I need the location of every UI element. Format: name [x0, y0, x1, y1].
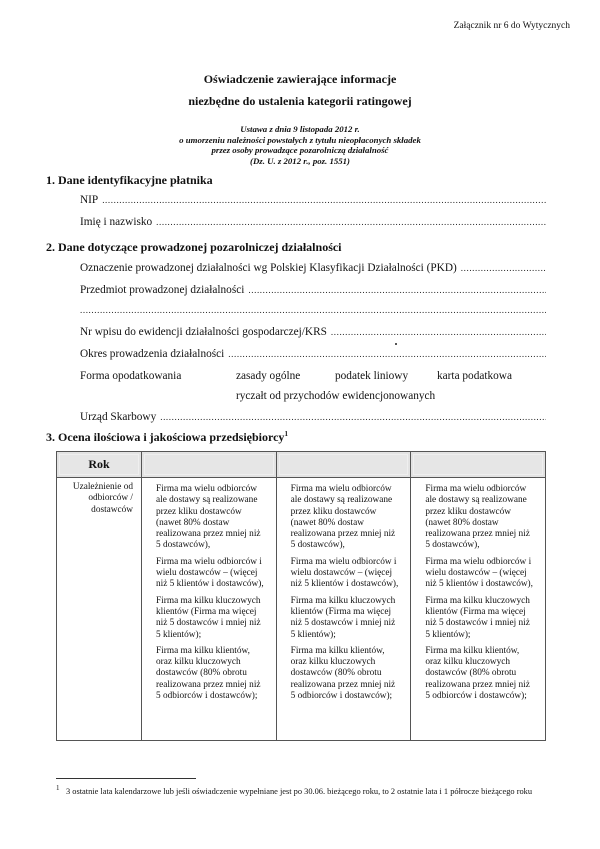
pkd-input-line[interactable]: [461, 263, 546, 273]
name-field[interactable]: [80, 216, 546, 228]
option-many-customers-few-suppliers[interactable]: Firma ma wielu odbiorców ale dostawy są realizowane przez kliku dostawców (nawet 80% dostaw realizowana przez mniej niż 5 dostawców),: [290, 484, 396, 551]
option-many-customers-many-suppliers[interactable]: Firma ma wielu odbiorców i wielu dostawców – (więcej niż 5 klientów i dostawców),: [425, 556, 533, 590]
pkd-label: Oznaczenie prowadzonej działalności wg Polskiej Klasyfikacji Działalności (PKD): [80, 262, 457, 274]
footnote-mark: 1: [56, 784, 60, 792]
name-input-line[interactable]: [156, 217, 546, 227]
business-subject-continuation-line[interactable]: [80, 305, 546, 315]
stray-mark: [395, 343, 397, 345]
tax-office-input-line[interactable]: [160, 412, 546, 422]
option-many-customers-many-suppliers[interactable]: Firma ma wielu odbiorców i wielu dostawców – (więcej niż 5 klientów i dostawców),: [290, 556, 399, 590]
tax-option-lump-sum[interactable]: ryczałt od przychodów ewidencjonowanych: [236, 390, 436, 402]
option-few-customers-key-suppliers[interactable]: Firma ma kilku klientów, oraz kilku kluczowych dostawców (80% obrotu realizowana przez mniej niż 5 odbiorców i dostawców);: [425, 645, 530, 702]
year-cell-3[interactable]: [411, 452, 546, 478]
business-subject-label: Przedmiot prowadzonej działalności: [80, 284, 245, 296]
act-reference-line-2: o umorzeniu należności powstałych z tytułu nieopłaconych składek: [179, 134, 421, 145]
tax-option-tax-card[interactable]: karta podatkowa: [437, 370, 512, 382]
option-many-customers-many-suppliers[interactable]: Firma ma wielu odbiorców i wielu dostawców – (więcej niż 5 klientów i dostawców),: [156, 556, 264, 590]
section-3-heading: [46, 430, 288, 445]
section-1-heading: 1. Dane identyfikacyjne płatnika: [46, 173, 213, 187]
option-few-customers-key-suppliers[interactable]: Firma ma kilku klientów, oraz kilku kluczowych dostawców (80% obrotu realizowana przez mniej niż 5 odbiorców i dostawców);: [290, 645, 396, 702]
registry-number-label: Nr wpisu do ewidencji działalności gospodarczej/KRS: [80, 326, 327, 338]
dependency-row-label: Uzależnienie od odbiorców / dostawców: [57, 478, 142, 741]
nip-label: NIP: [80, 194, 99, 206]
nip-field[interactable]: [80, 194, 546, 206]
document-title-line-1: Oświadczenie zawierające informacje: [203, 72, 397, 86]
footnote-text: 3 ostatnie lata kalendarzowe lub jeśli oświadczenie wypełniane jest po 30.06. bieżącego roku, to 2 ostatnie lata i 1 półrocze bieżącego roku: [66, 787, 533, 796]
registry-number-field[interactable]: [80, 326, 546, 338]
year-header-label: Rok: [88, 456, 110, 471]
table-header-row: [57, 452, 546, 478]
year-header: [57, 452, 142, 478]
business-period-field[interactable]: [80, 348, 546, 360]
option-few-key-customers[interactable]: Firma ma kilku kluczowych klientów (Firma ma więcej niż 5 dostawców i mniej niż 5 klientów);: [290, 595, 396, 640]
tax-option-general[interactable]: zasady ogólne: [236, 370, 301, 382]
document-title-line-2: niezbędne do ustalenia kategorii ratingowej: [188, 94, 412, 108]
year-3-options[interactable]: [411, 478, 546, 741]
footnote-reference: 1: [284, 430, 288, 438]
business-period-input-line[interactable]: [228, 349, 546, 359]
act-reference-line-3: przez osoby prowadzące pozarolniczą działalność: [211, 145, 389, 155]
business-subject-continuation-field[interactable]: [80, 305, 546, 315]
name-label: Imię i nazwisko: [80, 216, 153, 228]
option-few-key-customers[interactable]: Firma ma kilku kluczowych klientów (Firma ma więcej niż 5 dostawców i mniej niż 5 klientów);: [425, 595, 530, 640]
option-many-customers-few-suppliers[interactable]: Firma ma wielu odbiorców ale dostawy są realizowane przez kliku dostawców (nawet 80% dostaw realizowana przez mniej niż 5 dostawców),: [156, 484, 261, 551]
nip-input-line[interactable]: [102, 195, 546, 205]
option-few-key-customers[interactable]: Firma ma kilku kluczowych klientów (Firma ma więcej niż 5 dostawców i mniej niż 5 klientów);: [156, 595, 261, 640]
business-subject-field[interactable]: [80, 284, 546, 296]
section-2-heading: 2. Dane dotyczące prowadzonej pozarolniczej działalności: [46, 240, 342, 254]
option-few-customers-key-suppliers[interactable]: Firma ma kilku klientów, oraz kilku kluczowych dostawców (80% obrotu realizowana przez mniej niż 5 odbiorców i dostawców);: [156, 645, 261, 702]
business-period-label: Okres prowadzenia działalności: [80, 348, 225, 360]
year-cell-2[interactable]: [276, 452, 411, 478]
tax-office-label: Urząd Skarbowy: [80, 411, 157, 423]
pkd-field[interactable]: [80, 262, 546, 274]
option-many-customers-few-suppliers[interactable]: Firma ma wielu odbiorców ale dostawy są realizowane przez kliku dostawców (nawet 80% dostaw realizowana przez mniej niż 5 dostawców),: [425, 484, 530, 551]
business-subject-input-line[interactable]: [248, 285, 546, 295]
year-1-options[interactable]: [142, 478, 277, 741]
act-reference-line-4: (Dz. U. z 2012 r., poz. 1551): [250, 155, 350, 166]
table-row: [57, 478, 546, 741]
annex-label: Załącznik nr 6 do Wytycznych: [453, 21, 570, 31]
act-reference-line-1: Ustawa z dnia 9 listopada 2012 r.: [240, 124, 360, 134]
year-cell-1[interactable]: [142, 452, 277, 478]
footnote-divider: [56, 778, 196, 779]
tax-office-field[interactable]: [80, 411, 546, 423]
tax-form-label: Forma opodatkowania: [80, 370, 182, 382]
evaluation-table: [56, 451, 546, 741]
year-2-options[interactable]: [276, 478, 411, 741]
tax-option-flat[interactable]: podatek liniowy: [335, 370, 409, 382]
registry-number-input-line[interactable]: [331, 327, 546, 337]
section-3-heading-text: 3. Ocena ilościowa i jakościowa przedsiębiorcy: [46, 430, 285, 444]
